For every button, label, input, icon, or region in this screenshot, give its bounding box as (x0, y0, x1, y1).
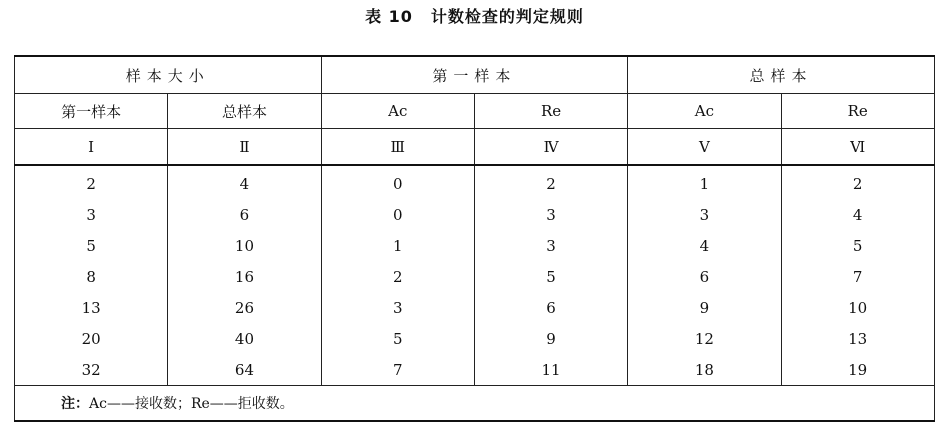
table-title: 计数检查的判定规则 (430, 7, 584, 26)
table-row (15, 261, 935, 292)
table-cell: 2 (15, 165, 168, 199)
table-cell: 2 (474, 165, 627, 199)
table-cell: 3 (321, 292, 474, 323)
table-cell: 12 (628, 323, 781, 354)
table-cell: 10 (781, 292, 934, 323)
table-cell: 7 (321, 354, 474, 386)
table-cell: 20 (15, 323, 168, 354)
table-cell: 3 (628, 199, 781, 230)
table-cell: 4 (628, 230, 781, 261)
header-total-sample: 总样本 (628, 56, 935, 94)
table-cell: 5 (781, 230, 934, 261)
table-cell: 5 (15, 230, 168, 261)
table-cell: 1 (628, 165, 781, 199)
table-cell: 6 (474, 292, 627, 323)
roman-numeral-cell: Ⅳ (474, 129, 627, 166)
table-cell: 0 (321, 165, 474, 199)
header-first-sample: 第一样本 (321, 56, 628, 94)
header-cell: 第一样本 (15, 94, 168, 129)
judgment-rules-table (14, 55, 935, 422)
table-cell: 2 (781, 165, 934, 199)
table-cell: 6 (628, 261, 781, 292)
table-cell: 13 (781, 323, 934, 354)
header-cell: Ac (321, 94, 474, 129)
header-row-subcolumns (15, 94, 935, 129)
table-note (15, 386, 935, 422)
table-row (15, 354, 935, 386)
table-cell: 8 (15, 261, 168, 292)
note-label: 注： (61, 396, 89, 412)
table-cell: 0 (321, 199, 474, 230)
table-row (15, 199, 935, 230)
table-row (15, 323, 935, 354)
table-cell: 4 (168, 165, 321, 199)
table-cell: 11 (474, 354, 627, 386)
table-cell: 13 (15, 292, 168, 323)
table-cell: 9 (474, 323, 627, 354)
table-cell: 3 (15, 199, 168, 230)
table-cell: 16 (168, 261, 321, 292)
table-cell: 7 (781, 261, 934, 292)
table-cell: 1 (321, 230, 474, 261)
roman-numeral-cell: Ⅲ (321, 129, 474, 166)
table-cell: 64 (168, 354, 321, 386)
roman-numeral-cell: Ⅴ (628, 129, 781, 166)
table-cell: 2 (321, 261, 474, 292)
table-cell: 26 (168, 292, 321, 323)
table-caption (0, 4, 949, 27)
table-cell: 3 (474, 230, 627, 261)
header-sample-size: 样本大小 (15, 56, 322, 94)
table-cell: 40 (168, 323, 321, 354)
header-row-roman (15, 129, 935, 166)
header-cell: Ac (628, 94, 781, 129)
header-cell: 总样本 (168, 94, 321, 129)
note-text: Ac——接收数；Re——拒收数。 (89, 396, 294, 412)
table-row (15, 292, 935, 323)
table-cell: 6 (168, 199, 321, 230)
table-cell: 4 (781, 199, 934, 230)
table-cell: 10 (168, 230, 321, 261)
table-note-row (15, 386, 935, 422)
roman-numeral-cell: Ⅵ (781, 129, 934, 166)
table-cell: 5 (474, 261, 627, 292)
roman-numeral-cell: Ⅰ (15, 129, 168, 166)
roman-numeral-cell: Ⅱ (168, 129, 321, 166)
table-row (15, 230, 935, 261)
table-cell: 3 (474, 199, 627, 230)
table-row (15, 165, 935, 199)
table-cell: 18 (628, 354, 781, 386)
table-cell: 9 (628, 292, 781, 323)
header-cell: Re (474, 94, 627, 129)
table-cell: 19 (781, 354, 934, 386)
table-cell: 5 (321, 323, 474, 354)
table-number: 表 10 (365, 7, 413, 26)
table-cell: 32 (15, 354, 168, 386)
header-row-groups (15, 56, 935, 94)
header-cell: Re (781, 94, 934, 129)
